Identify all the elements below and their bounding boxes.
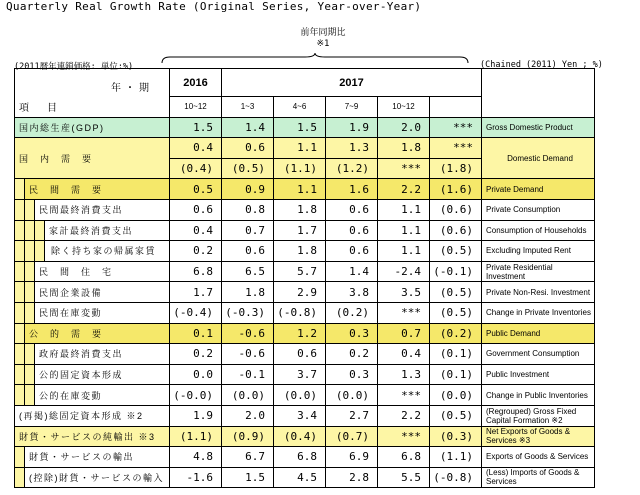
value-cell: 0.2 <box>170 241 222 262</box>
row-label: 国内総生産(GDP) <box>15 117 170 138</box>
yoy-mark: ※1 <box>316 39 330 49</box>
value-cell: 6.8 <box>378 447 430 468</box>
indent-cell <box>15 241 25 262</box>
indent-cell <box>15 220 25 241</box>
row-label: 公的在庫変動 <box>35 385 170 406</box>
value-cell: 0.2 <box>170 344 222 365</box>
indent-cell <box>15 199 25 220</box>
value-cell: (0.9) <box>222 426 274 447</box>
value-cell: 1.8 <box>274 199 326 220</box>
indent-cell <box>15 302 25 323</box>
table-row <box>15 426 595 447</box>
value-cell: (1.1) <box>274 158 326 179</box>
header-en-cell <box>482 69 595 118</box>
row-label-en: Private Demand <box>482 179 595 200</box>
quarter-4: 10~12 <box>378 97 430 118</box>
item-label: 項 目 <box>19 102 61 114</box>
yoy-label: 前年同期比 <box>300 28 346 38</box>
value-cell: 6.5 <box>222 261 274 282</box>
row-label: 民 間 住 宅 <box>35 261 170 282</box>
row-label: 除く持ち家の帰属家賃 <box>45 241 170 262</box>
value-cell: 1.8 <box>274 241 326 262</box>
value-cell: (1.1) <box>430 447 482 468</box>
value-cell: 0.4 <box>170 138 222 159</box>
value-cell: 2.2 <box>378 405 430 426</box>
indent-cell <box>25 302 35 323</box>
value-cell: *** <box>430 117 482 138</box>
value-cell: 0.0 <box>170 364 222 385</box>
value-cell: 1.3 <box>326 138 378 159</box>
table-row <box>15 323 595 344</box>
value-cell: 0.8 <box>222 199 274 220</box>
value-cell: 0.9 <box>222 179 274 200</box>
value-cell: 1.7 <box>170 282 222 303</box>
value-cell: 1.7 <box>274 220 326 241</box>
value-cell: (-0.8) <box>430 467 482 488</box>
value-cell: 5.7 <box>274 261 326 282</box>
row-label-en: Government Consumption <box>482 344 595 365</box>
value-cell: (1.8) <box>430 158 482 179</box>
value-cell: (0.1) <box>430 344 482 365</box>
year-2017: 2017 <box>222 69 482 97</box>
indent-cell <box>25 364 35 385</box>
gdp-table <box>14 68 595 488</box>
row-label-en: Private Non-Resi. Investment <box>482 282 595 303</box>
value-cell: (0.5) <box>430 282 482 303</box>
row-label-en: Domestic Demand <box>482 138 595 179</box>
value-cell: (0.7) <box>326 426 378 447</box>
value-cell: 6.9 <box>326 447 378 468</box>
value-cell: 0.3 <box>326 323 378 344</box>
value-cell: 1.1 <box>378 199 430 220</box>
indent-cell <box>25 344 35 365</box>
value-cell: (0.4) <box>170 158 222 179</box>
value-cell: 4.5 <box>274 467 326 488</box>
value-cell: 1.2 <box>274 323 326 344</box>
value-cell: 0.5 <box>170 179 222 200</box>
table-row <box>15 199 595 220</box>
value-cell: 2.0 <box>222 405 274 426</box>
value-cell: 3.4 <box>274 405 326 426</box>
indent-cell <box>25 220 35 241</box>
value-cell: *** <box>378 385 430 406</box>
table-row <box>15 241 595 262</box>
value-cell: 1.1 <box>378 220 430 241</box>
table-row <box>15 385 595 406</box>
value-cell: 1.5 <box>222 467 274 488</box>
value-cell: (-0.1) <box>430 261 482 282</box>
value-cell: (0.2) <box>326 302 378 323</box>
value-cell: 0.1 <box>170 323 222 344</box>
row-label: 財貨・サービスの純輸出 ※3 <box>15 426 170 447</box>
quarter-3: 7~9 <box>326 97 378 118</box>
indent-cell <box>25 282 35 303</box>
value-cell: 1.3 <box>378 364 430 385</box>
row-label: 財貨・サービスの輸出 <box>25 447 170 468</box>
value-cell: 1.9 <box>170 405 222 426</box>
value-cell: 0.7 <box>378 323 430 344</box>
value-cell: (0.3) <box>430 426 482 447</box>
value-cell: (-0.3) <box>222 302 274 323</box>
value-cell: 0.6 <box>170 199 222 220</box>
value-cell: *** <box>430 138 482 159</box>
indent-cell <box>35 220 45 241</box>
value-cell: 1.1 <box>378 241 430 262</box>
row-label: 民 間 需 要 <box>25 179 170 200</box>
indent-cell <box>15 467 25 488</box>
table-title: Quarterly Real Growth Rate (Original Series, Year-over-Year) <box>6 0 422 13</box>
indent-cell <box>35 241 45 262</box>
table-row <box>15 282 595 303</box>
period-label: 年・期 <box>111 83 153 94</box>
value-cell: (-0.0) <box>170 385 222 406</box>
row-label-en: Gross Domestic Product <box>482 117 595 138</box>
value-cell: (0.5) <box>430 241 482 262</box>
value-cell: 2.7 <box>326 405 378 426</box>
row-label-en: Exports of Goods & Services <box>482 447 595 468</box>
table-row <box>15 405 595 426</box>
row-label-en: (Less) Imports of Goods & Services <box>482 467 595 488</box>
table-row <box>15 447 595 468</box>
year-2016: 2016 <box>170 69 222 97</box>
value-cell: (0.4) <box>274 426 326 447</box>
quarter-1: 1~3 <box>222 97 274 118</box>
value-cell: 1.4 <box>222 117 274 138</box>
table-row <box>15 302 595 323</box>
value-cell: (0.1) <box>430 364 482 385</box>
value-cell: 1.6 <box>326 179 378 200</box>
value-cell: 2.2 <box>378 179 430 200</box>
row-label-en: Change in Public Inventories <box>482 385 595 406</box>
value-cell: (0.2) <box>430 323 482 344</box>
indent-cell <box>15 447 25 468</box>
value-cell: 3.7 <box>274 364 326 385</box>
row-label: 公的固定資本形成 <box>35 364 170 385</box>
value-cell: 1.8 <box>222 282 274 303</box>
quarter-2: 4~6 <box>274 97 326 118</box>
value-cell: 5.5 <box>378 467 430 488</box>
value-cell: 6.7 <box>222 447 274 468</box>
value-cell: 0.6 <box>222 241 274 262</box>
row-label: 国 内 需 要 <box>15 138 170 179</box>
value-cell: 0.6 <box>326 220 378 241</box>
row-label-en: Change in Private Inventories <box>482 302 595 323</box>
table-row <box>15 179 595 200</box>
value-cell: 0.6 <box>274 344 326 365</box>
value-cell: *** <box>378 426 430 447</box>
value-cell: 1.9 <box>326 117 378 138</box>
yoy-note <box>268 28 378 50</box>
value-cell: 6.8 <box>170 261 222 282</box>
row-label-en: Private Residential Investment <box>482 261 595 282</box>
value-cell: -1.6 <box>170 467 222 488</box>
value-cell: 0.2 <box>326 344 378 365</box>
indent-cell <box>15 282 25 303</box>
value-cell: 3.8 <box>326 282 378 303</box>
value-cell: 0.6 <box>326 241 378 262</box>
row-label-en: Private Consumption <box>482 199 595 220</box>
header-brace <box>160 52 470 64</box>
value-cell: *** <box>378 302 430 323</box>
table-row <box>15 261 595 282</box>
row-label-en: Public Demand <box>482 323 595 344</box>
indent-cell <box>15 385 25 406</box>
indent-cell <box>25 261 35 282</box>
value-cell: (1.1) <box>170 426 222 447</box>
value-cell: 4.8 <box>170 447 222 468</box>
value-cell: 1.1 <box>274 138 326 159</box>
row-label-en: Consumption of Households <box>482 220 595 241</box>
indent-cell <box>25 241 35 262</box>
value-cell: (0.0) <box>274 385 326 406</box>
value-cell: *** <box>378 158 430 179</box>
indent-cell <box>25 199 35 220</box>
value-cell: (0.6) <box>430 220 482 241</box>
table-row <box>15 138 595 159</box>
row-label-en: (Regrouped) Gross Fixed Capital Formation ※2 <box>482 405 595 426</box>
value-cell: 3.5 <box>378 282 430 303</box>
table-row <box>15 467 595 488</box>
value-cell: (0.5) <box>430 302 482 323</box>
value-cell: 1.1 <box>274 179 326 200</box>
value-cell: (0.5) <box>222 158 274 179</box>
value-cell: (-0.4) <box>170 302 222 323</box>
value-cell: (-0.8) <box>274 302 326 323</box>
value-cell: 0.4 <box>170 220 222 241</box>
value-cell: (1.2) <box>326 158 378 179</box>
value-cell: (1.6) <box>430 179 482 200</box>
value-cell: -0.1 <box>222 364 274 385</box>
value-cell: 0.7 <box>222 220 274 241</box>
table-row <box>15 364 595 385</box>
value-cell: 2.9 <box>274 282 326 303</box>
row-label-en: Excluding Imputed Rent <box>482 241 595 262</box>
row-label: 政府最終消費支出 <box>35 344 170 365</box>
value-cell: 6.8 <box>274 447 326 468</box>
quarter-0: 10~12 <box>170 97 222 118</box>
header-row-years <box>15 69 595 97</box>
row-label: (控除)財貨・サービスの輸入 <box>25 467 170 488</box>
value-cell: -0.6 <box>222 344 274 365</box>
indent-cell <box>15 179 25 200</box>
indent-cell <box>15 323 25 344</box>
unit-left: (2011暦年連鎖価格: 単位:%) <box>14 62 134 72</box>
value-cell: (0.0) <box>222 385 274 406</box>
value-cell: 0.6 <box>326 199 378 220</box>
value-cell: 1.4 <box>326 261 378 282</box>
table-row <box>15 344 595 365</box>
indent-cell <box>25 385 35 406</box>
value-cell: 1.8 <box>378 138 430 159</box>
row-label-en: Public Investment <box>482 364 595 385</box>
quarter-blank <box>430 97 482 118</box>
header-item-cell <box>15 69 170 118</box>
indent-cell <box>15 344 25 365</box>
value-cell: 2.8 <box>326 467 378 488</box>
value-cell: 0.3 <box>326 364 378 385</box>
row-label: 家計最終消費支出 <box>45 220 170 241</box>
row-label: 民間企業設備 <box>35 282 170 303</box>
value-cell: 1.5 <box>170 117 222 138</box>
row-label: 公 的 需 要 <box>25 323 170 344</box>
row-label: 民間最終消費支出 <box>35 199 170 220</box>
value-cell: 1.5 <box>274 117 326 138</box>
value-cell: (0.0) <box>430 385 482 406</box>
value-cell: (0.0) <box>326 385 378 406</box>
unit-right: (Chained (2011) Yen ; %) <box>480 60 603 70</box>
value-cell: 0.4 <box>378 344 430 365</box>
row-label: 民間在庫変動 <box>35 302 170 323</box>
value-cell: (0.5) <box>430 405 482 426</box>
value-cell: -0.6 <box>222 323 274 344</box>
table-row <box>15 220 595 241</box>
table-row <box>15 117 595 138</box>
value-cell: 2.0 <box>378 117 430 138</box>
indent-cell <box>15 261 25 282</box>
row-label: (再掲)総固定資本形成 ※2 <box>15 405 170 426</box>
value-cell: (0.6) <box>430 199 482 220</box>
value-cell: 0.6 <box>222 138 274 159</box>
row-label-en: Net Exports of Goods & Services ※3 <box>482 426 595 447</box>
value-cell: -2.4 <box>378 261 430 282</box>
indent-cell <box>15 364 25 385</box>
